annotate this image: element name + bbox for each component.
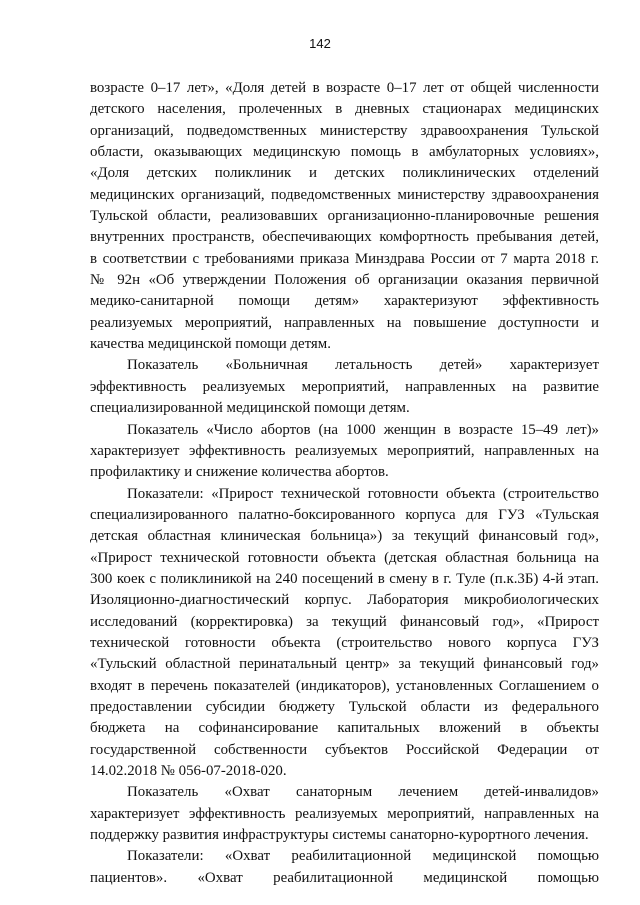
text-line: организаций, подведомственных министерству здравоохранения Тульской — [90, 122, 599, 139]
text-line: предоставлении субсидии бюджету Тульской области из федерального — [90, 698, 599, 715]
text-line: Показатель «Больничная летальность детей» характеризует — [127, 357, 599, 374]
paragraph — [90, 846, 599, 889]
text-line: детская областная клиническая больница») за текущий финансовый год», — [90, 528, 599, 545]
text-line: «Доля детских поликлиник и детских поликлинических отделений — [90, 165, 599, 182]
text-line: входят в перечень показателей (индикаторов), установленных Соглашением о — [90, 677, 599, 694]
text-line: внутренних пространств, обеспечивающих комфортность пребывания детей, — [90, 229, 599, 246]
text-line: специализированной медицинской помощи детям. — [90, 400, 410, 417]
page-number: 142 — [309, 36, 331, 51]
text-line: бюджета на софинансирование капитальных вложений в объекты — [90, 720, 599, 737]
text-line: Показатели: «Охват реабилитационной медицинской помощью — [127, 848, 599, 865]
text-line: характеризует эффективность реализуемых мероприятий, направленных на — [90, 442, 599, 459]
paragraph — [90, 484, 599, 783]
text-line: специализированного палатно-боксированного корпуса для ГУЗ «Тульская — [90, 506, 599, 523]
text-line: государственной собственности субъектов Российской Федерации от — [90, 741, 599, 758]
text-line: исследований (корректировка) за текущий финансовый год», «Прирост — [90, 613, 599, 630]
text-line: «Тульский областной перинатальный центр» за текущий финансовый год» — [90, 656, 599, 673]
text-line: № 92н «Об утверждении Положения об организации оказания первичной — [90, 272, 599, 289]
text-line: детского населения, пролеченных в дневных стационарах медицинских — [90, 101, 599, 118]
text-line: 300 коек с поликлиникой на 240 посещений в смену в г. Туле (п.к.3Б) 4-й этап. — [90, 570, 599, 587]
text-line: эффективность реализуемых мероприятий, направленных на развитие — [90, 378, 599, 395]
text-line: Изоляционно-диагностический корпус. Лаборатория микробиологических — [90, 592, 599, 609]
document-body — [90, 78, 599, 889]
text-line: пациентов». «Охват реабилитационной медицинской помощью — [90, 869, 599, 886]
text-line: Показатель «Охват санаторным лечением детей-инвалидов» — [127, 784, 599, 801]
text-line: реализуемых мероприятий, направленных на повышение доступности и — [90, 314, 599, 331]
text-line: области, оказывающих медицинскую помощь в амбулаторных условиях», — [90, 144, 599, 161]
paragraph — [90, 420, 599, 484]
text-line: поддержку развития инфраструктуры системы санаторно-курортного лечения. — [90, 827, 589, 844]
text-line: в соответствии с требованиями приказа Минздрава России от 7 марта 2018 г. — [90, 250, 599, 267]
text-line: характеризует эффективность реализуемых мероприятий, направленных на — [90, 805, 599, 822]
paragraph — [90, 355, 599, 419]
text-line: медицинских организаций, подведомственных министерству здравоохранения — [90, 186, 599, 203]
text-line: возрасте 0–17 лет», «Доля детей в возрасте 0–17 лет от общей численности — [90, 80, 599, 96]
text-line: Показатель «Число абортов (на 1000 женщин в возрасте 15–49 лет)» — [127, 421, 599, 438]
text-line: Показатели: «Прирост технической готовности объекта (строительство — [127, 485, 599, 502]
paragraph — [90, 782, 599, 846]
text-line: Тульской области, реализовавших организационно-планировочные решения — [90, 208, 599, 225]
text-line: качества медицинской помощи детям. — [90, 336, 331, 353]
text-line: «Прирост технической готовности объекта (детская областная больница на — [90, 549, 599, 566]
text-line: 14.02.2018 № 056-07-2018-020. — [90, 763, 287, 779]
text-line: профилактику и снижение количества абортов. — [90, 464, 389, 481]
text-line: медико-санитарной помощи детям» характеризуют эффективность — [90, 293, 599, 310]
text-line: технической готовности объекта (строительство нового корпуса ГУЗ — [90, 634, 599, 651]
paragraph — [90, 78, 599, 355]
